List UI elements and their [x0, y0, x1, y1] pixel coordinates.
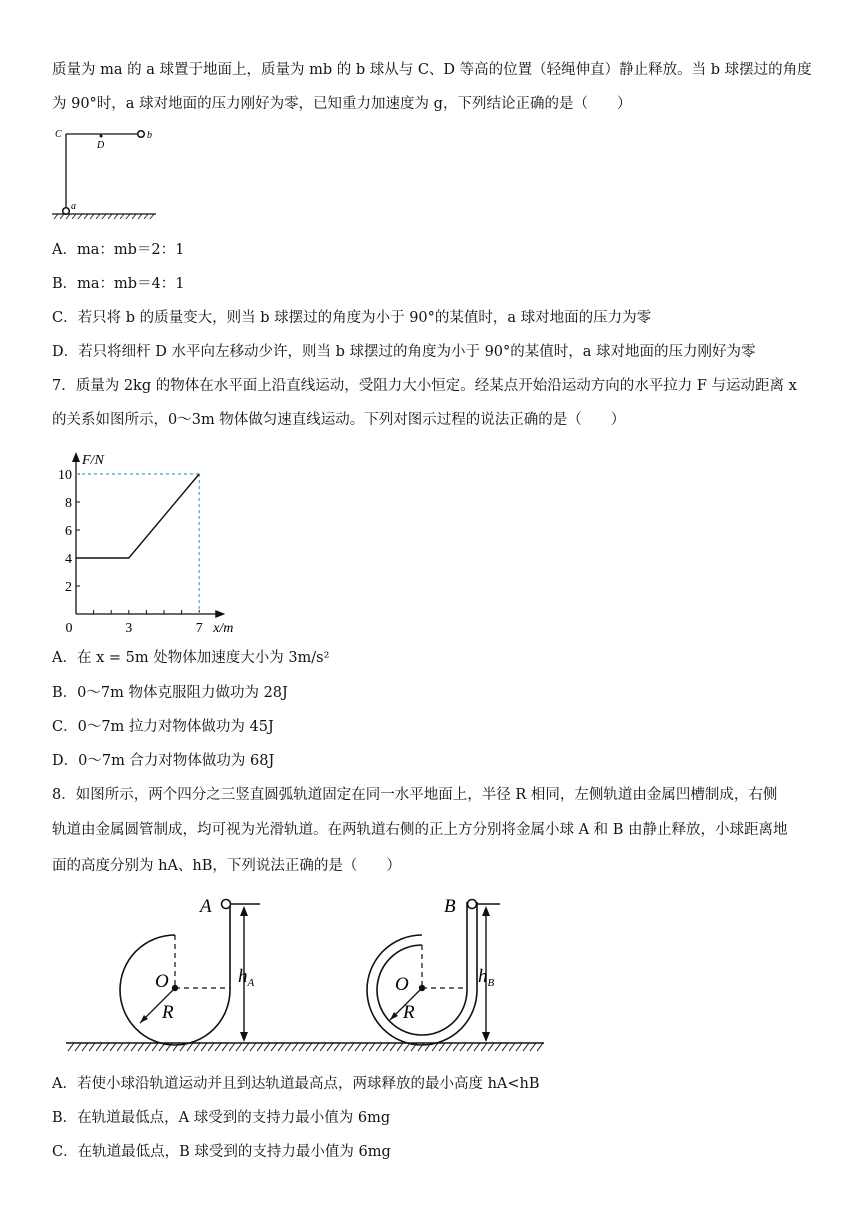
y-tick-label: 8 [65, 496, 72, 511]
y-tick-label: 2 [65, 580, 72, 595]
q6-option-d: D．若只将细杆 D 水平向左移动少许，则当 b 球摆过的角度为小于 90°的某值时，a 球对地面的压力刚好为零 [52, 344, 756, 360]
y-tick-label: 10 [58, 468, 72, 483]
q8-label-a: A [200, 896, 212, 917]
q8-stem-line3: 面的高度分别为 hA、hB，下列说法正确的是（ ） [52, 858, 401, 874]
q6-option-c: C．若只将 b 的质量变大，则当 b 球摆过的角度为小于 90°的某值时，a 球对地面的压力为零 [52, 310, 652, 326]
q7-option-b: B．0～7m 物体克服阻力做功为 28J [52, 685, 288, 701]
q6-stem-line2: 为 90°时，a 球对地面的压力刚好为零，已知重力加速度为 g，下列结论正确的是（ ） [52, 96, 632, 112]
x-tick-label: 7 [195, 621, 203, 636]
q8-label-ha: $h_A$ [238, 966, 255, 989]
x-axis-label: x/m [213, 621, 234, 636]
series-line [76, 474, 199, 558]
y-axis-label: F/N [82, 453, 104, 468]
q8-option-a: A．若使小球沿轨道运动并且到达轨道最高点，两球释放的最小高度 hA<hB [52, 1076, 540, 1092]
q6-label-d: D [97, 140, 105, 151]
q8-label-r-left: R [162, 1002, 174, 1023]
q8-label-o-left: O [155, 971, 169, 992]
q8-stem-line2: 轨道由金属圆管制成，均可视为光滑轨道。在两轨道右侧的正上方分别将金属小球 A 和 B 由静止释放，小球距离地 [52, 822, 788, 838]
q7-stem-line1: 7．质量为 2kg 的物体在水平面上沿直线运动，受阻力大小恒定。经某点开始沿运动方向的水平拉力 F 与运动距离 x [52, 378, 797, 394]
q6-option-b: B．ma：mb＝4：1 [52, 276, 185, 292]
q8-label-hb: $h_B$ [478, 966, 495, 989]
x-axis-arrow [215, 610, 225, 618]
q7-option-d: D．0～7m 合力对物体做功为 68J [52, 753, 275, 769]
q8-label-r-right: R [403, 1002, 415, 1023]
q6-option-a: A．ma：mb＝2：1 [52, 242, 185, 258]
q6-label-a: a [71, 201, 76, 212]
y-tick-label: 6 [65, 524, 72, 539]
q8-stem-line1: 8．如图所示，两个四分之三竖直圆弧轨道固定在同一水平地面上，半径 R 相同，左侧轨道由金属凹槽制成，右侧 [52, 787, 778, 803]
x-tick-label: 0 [65, 621, 73, 636]
q8-label-o-right: O [395, 974, 409, 995]
q8-option-c: C．在轨道最低点，B 球受到的支持力最小值为 6mg [52, 1144, 391, 1160]
q6-label-c: C [55, 129, 62, 140]
q8-label-b: B [444, 896, 456, 917]
q8-right-track [367, 902, 477, 1045]
q7-force-distance-chart [48, 434, 248, 638]
y-axis-arrow [72, 452, 80, 462]
q6-figure [48, 122, 163, 222]
q7-option-c: C．0～7m 拉力对物体做功为 45J [52, 719, 274, 735]
y-tick-label: 4 [65, 552, 72, 567]
q8-option-b: B．在轨道最低点，A 球受到的支持力最小值为 6mg [52, 1110, 391, 1126]
q6-stem-line1: 质量为 ma 的 a 球置于地面上，质量为 mb 的 b 球从与 C、D 等高的位置（轻绳伸直）静止释放。当 b 球摆过的角度 [52, 62, 812, 78]
q7-stem-line2: 的关系如图所示，0～3m 物体做匀速直线运动。下列对图示过程的说法正确的是（ ） [52, 412, 626, 428]
q7-option-a: A．在 x = 5m 处物体加速度大小为 3m/s² [52, 650, 330, 666]
q6-label-b: b [147, 130, 152, 141]
q8-left-track [120, 902, 230, 1045]
x-tick-label: 3 [125, 621, 133, 636]
q8-figure [60, 890, 550, 1058]
